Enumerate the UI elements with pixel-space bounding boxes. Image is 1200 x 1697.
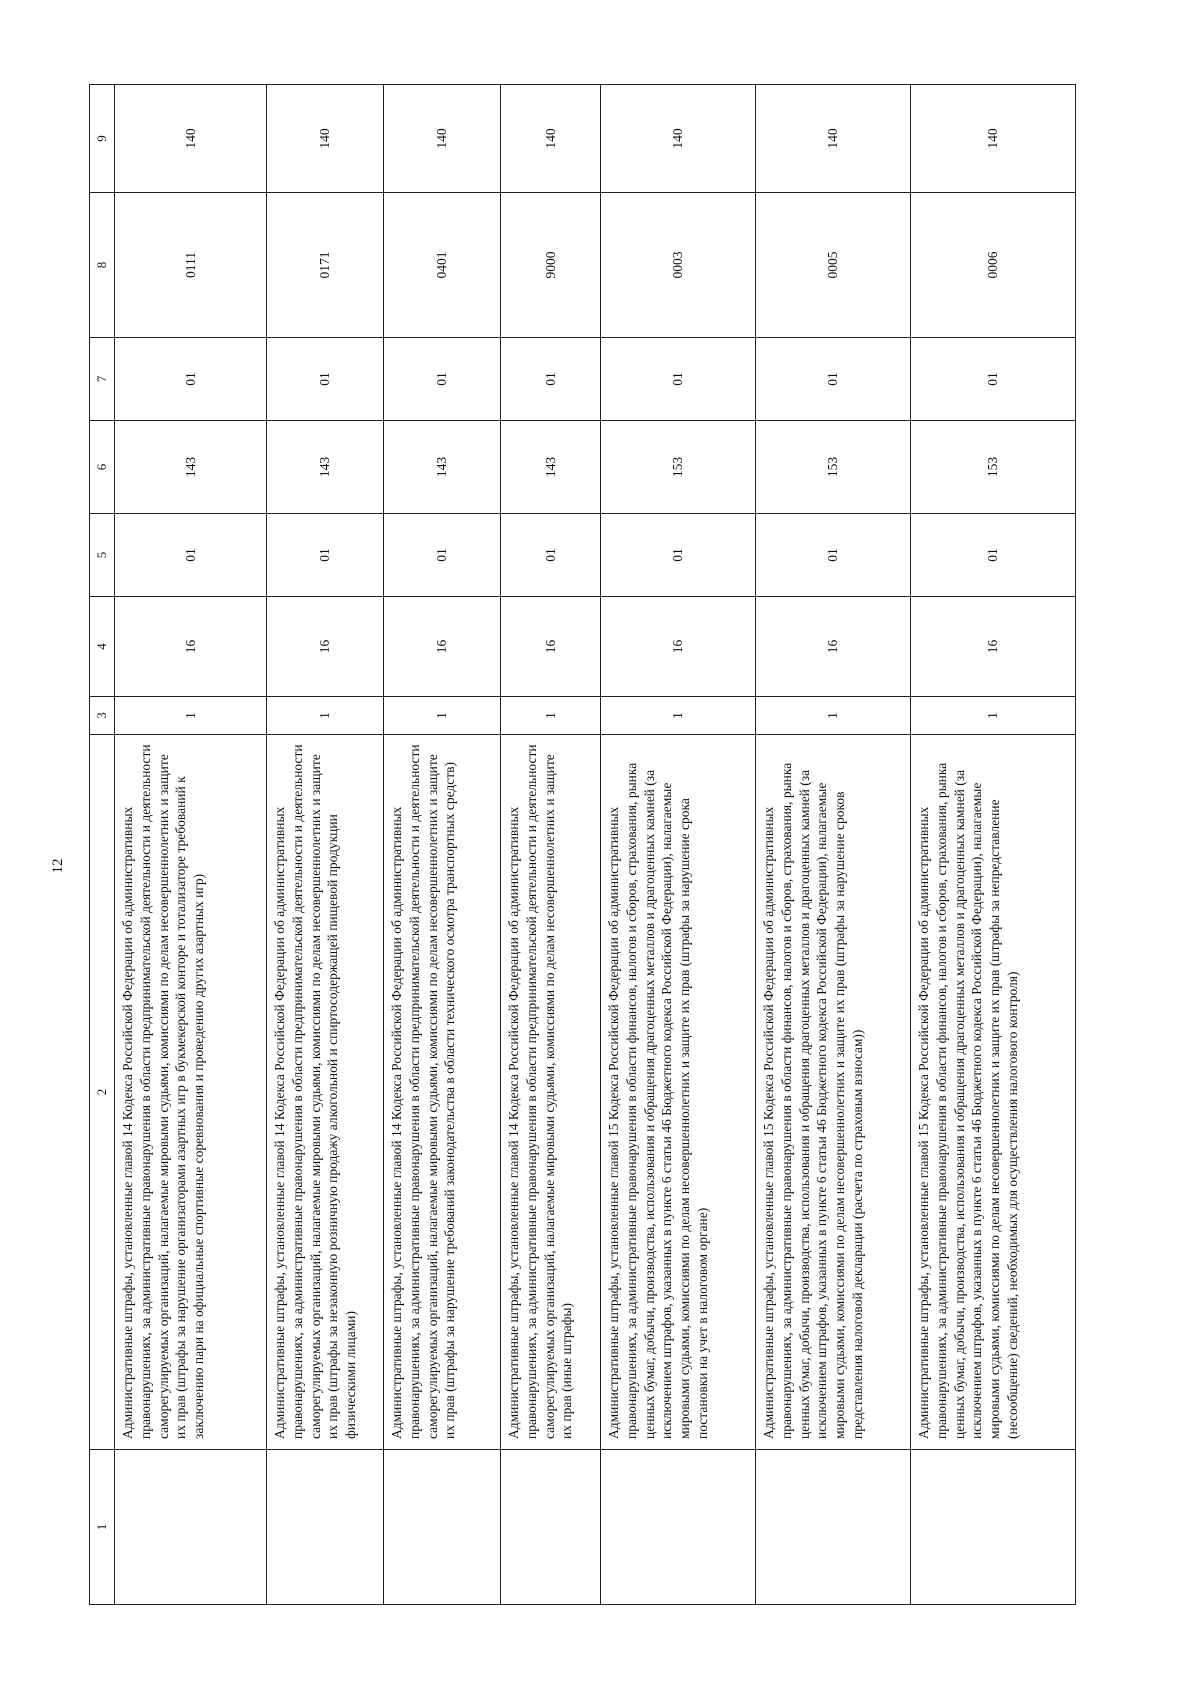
code-cell: 16 [756, 597, 911, 697]
code-cell: 01 [384, 514, 501, 597]
code-cell: 1 [501, 697, 601, 735]
description-cell: Административные штрафы, установленные главой 15 Кодекса Российской Федерации об административных правонарушениях, за административные правонарушения в области финансов, налогов и сборов, страхования, рынка ценных бумаг, добычи, производства, использования и обращения драгоценных металлов и драгоценных камней (за исключением штрафов, указанных в пункте 6 статьи 46 Бюджетного кодекса Российской Федерации), налагаемые мировыми судьями, комиссиями по делам несовершеннолетних и защите их прав (штрафы за нарушение срока постановки на учет в налоговом органе) [601, 735, 756, 1450]
code-cell: 143 [501, 421, 601, 514]
column-header: 1 [90, 1450, 115, 1605]
row-number-cell [501, 1450, 601, 1605]
table-row [267, 85, 384, 1605]
column-header: 9 [90, 85, 115, 193]
row-number-cell [384, 1450, 501, 1605]
code-cell: 0171 [267, 193, 384, 338]
column-header: 8 [90, 193, 115, 338]
table-row [501, 85, 601, 1605]
description-cell: Административные штрафы, установленные главой 14 Кодекса Российской Федерации об административных правонарушениях, за административные правонарушения в области предпринимательской деятельности и деятельности саморегулируемых организаций, налагаемые мировыми судьями, комиссиями по делам несовершеннолетних и защите их прав (штрафы за нарушение организаторами азартных игр в букмекерской конторе и тотализаторе требований к заключению пари на официальные спортивные соревнования и проведению других азартных игр) [115, 735, 267, 1450]
code-cell: 0111 [115, 193, 267, 338]
code-cell: 153 [756, 421, 911, 514]
code-cell: 16 [384, 597, 501, 697]
code-cell: 140 [756, 85, 911, 193]
code-cell: 01 [756, 514, 911, 597]
rotated-table-wrapper [89, 85, 1074, 1605]
code-cell: 01 [384, 338, 501, 421]
code-cell: 153 [911, 421, 1076, 514]
code-cell: 1 [115, 697, 267, 735]
table-row [384, 85, 501, 1605]
row-number-cell [115, 1450, 267, 1605]
description-cell: Административные штрафы, установленные главой 14 Кодекса Российской Федерации об административных правонарушениях, за административные правонарушения в области предпринимательской деятельности и деятельности саморегулируемых организаций, налагаемые мировыми судьями, комиссиями по делам несовершеннолетних и защите их прав (штрафы за незаконную розничную продажу алкогольной и спиртосодержащей пищевой продукции физическими лицами) [267, 735, 384, 1450]
description-cell: Административные штрафы, установленные главой 15 Кодекса Российской Федерации об административных правонарушениях, за административные правонарушения в области финансов, налогов и сборов, страхования, рынка ценных бумаг, добычи, производства, использования и обращения драгоценных металлов и драгоценных камней (за исключением штрафов, указанных в пункте 6 статьи 46 Бюджетного кодекса Российской Федерации), налагаемые мировыми судьями, комиссиями по делам несовершеннолетних и защите их прав (штрафы за непредставление (несообщение) сведений, необходимых для осуществления налогового контроля) [911, 735, 1076, 1450]
code-cell: 140 [911, 85, 1076, 193]
code-cell: 153 [601, 421, 756, 514]
code-cell: 1 [911, 697, 1076, 735]
code-cell: 01 [911, 514, 1076, 597]
code-cell: 0006 [911, 193, 1076, 338]
column-header: 4 [90, 597, 115, 697]
code-cell: 01 [267, 338, 384, 421]
code-cell: 140 [384, 85, 501, 193]
column-header: 7 [90, 338, 115, 421]
code-cell: 143 [267, 421, 384, 514]
row-number-cell [267, 1450, 384, 1605]
code-cell: 16 [115, 597, 267, 697]
page-number: 12 [50, 858, 66, 874]
code-cell: 140 [601, 85, 756, 193]
code-cell: 1 [384, 697, 501, 735]
description-cell: Административные штрафы, установленные главой 14 Кодекса Российской Федерации об административных правонарушениях, за административные правонарушения в области предпринимательской деятельности и деятельности саморегулируемых организаций, налагаемые мировыми судьями, комиссиями по делам несовершеннолетних и защите их прав (штрафы за нарушение требований законодательства в области технического осмотра транспортных средств) [384, 735, 501, 1450]
code-cell: 16 [501, 597, 601, 697]
header-row [90, 85, 115, 1605]
row-number-cell [601, 1450, 756, 1605]
code-cell: 1 [756, 697, 911, 735]
code-cell: 140 [501, 85, 601, 193]
code-cell: 9000 [501, 193, 601, 338]
table-row [115, 85, 267, 1605]
code-cell: 01 [115, 514, 267, 597]
code-cell: 16 [267, 597, 384, 697]
column-header: 5 [90, 514, 115, 597]
code-cell: 01 [601, 514, 756, 597]
budget-classification-table [89, 84, 1076, 1605]
row-number-cell [911, 1450, 1076, 1605]
code-cell: 16 [601, 597, 756, 697]
code-cell: 01 [501, 338, 601, 421]
column-header: 6 [90, 421, 115, 514]
column-header: 3 [90, 697, 115, 735]
code-cell: 143 [115, 421, 267, 514]
column-header: 2 [90, 735, 115, 1450]
code-cell: 140 [267, 85, 384, 193]
description-cell: Административные штрафы, установленные главой 15 Кодекса Российской Федерации об административных правонарушениях, за административные правонарушения в области финансов, налогов и сборов, страхования, рынка ценных бумаг, добычи, производства, использования и обращения драгоценных металлов и драгоценных камней (за исключением штрафов, указанных в пункте 6 статьи 46 Бюджетного кодекса Российской Федерации), налагаемые мировыми судьями, комиссиями по делам несовершеннолетних и защите их прав (штрафы за нарушение сроков представления налоговой декларации (расчета по страховым взносам)) [756, 735, 911, 1450]
table-row [601, 85, 756, 1605]
code-cell: 0003 [601, 193, 756, 338]
code-cell: 01 [501, 514, 601, 597]
code-cell: 01 [911, 338, 1076, 421]
code-cell: 01 [601, 338, 756, 421]
code-cell: 01 [756, 338, 911, 421]
table-row [756, 85, 911, 1605]
code-cell: 16 [911, 597, 1076, 697]
code-cell: 0401 [384, 193, 501, 338]
code-cell: 01 [267, 514, 384, 597]
code-cell: 1 [601, 697, 756, 735]
code-cell: 0005 [756, 193, 911, 338]
code-cell: 1 [267, 697, 384, 735]
table-row [911, 85, 1076, 1605]
code-cell: 01 [115, 338, 267, 421]
code-cell: 143 [384, 421, 501, 514]
description-cell: Административные штрафы, установленные главой 14 Кодекса Российской Федерации об административных правонарушениях, за административные правонарушения в области предпринимательской деятельности и деятельности саморегулируемых организаций, налагаемые мировыми судьями, комиссиями по делам несовершеннолетних и защите их прав (иные штрафы) [501, 735, 601, 1450]
code-cell: 140 [115, 85, 267, 193]
row-number-cell [756, 1450, 911, 1605]
